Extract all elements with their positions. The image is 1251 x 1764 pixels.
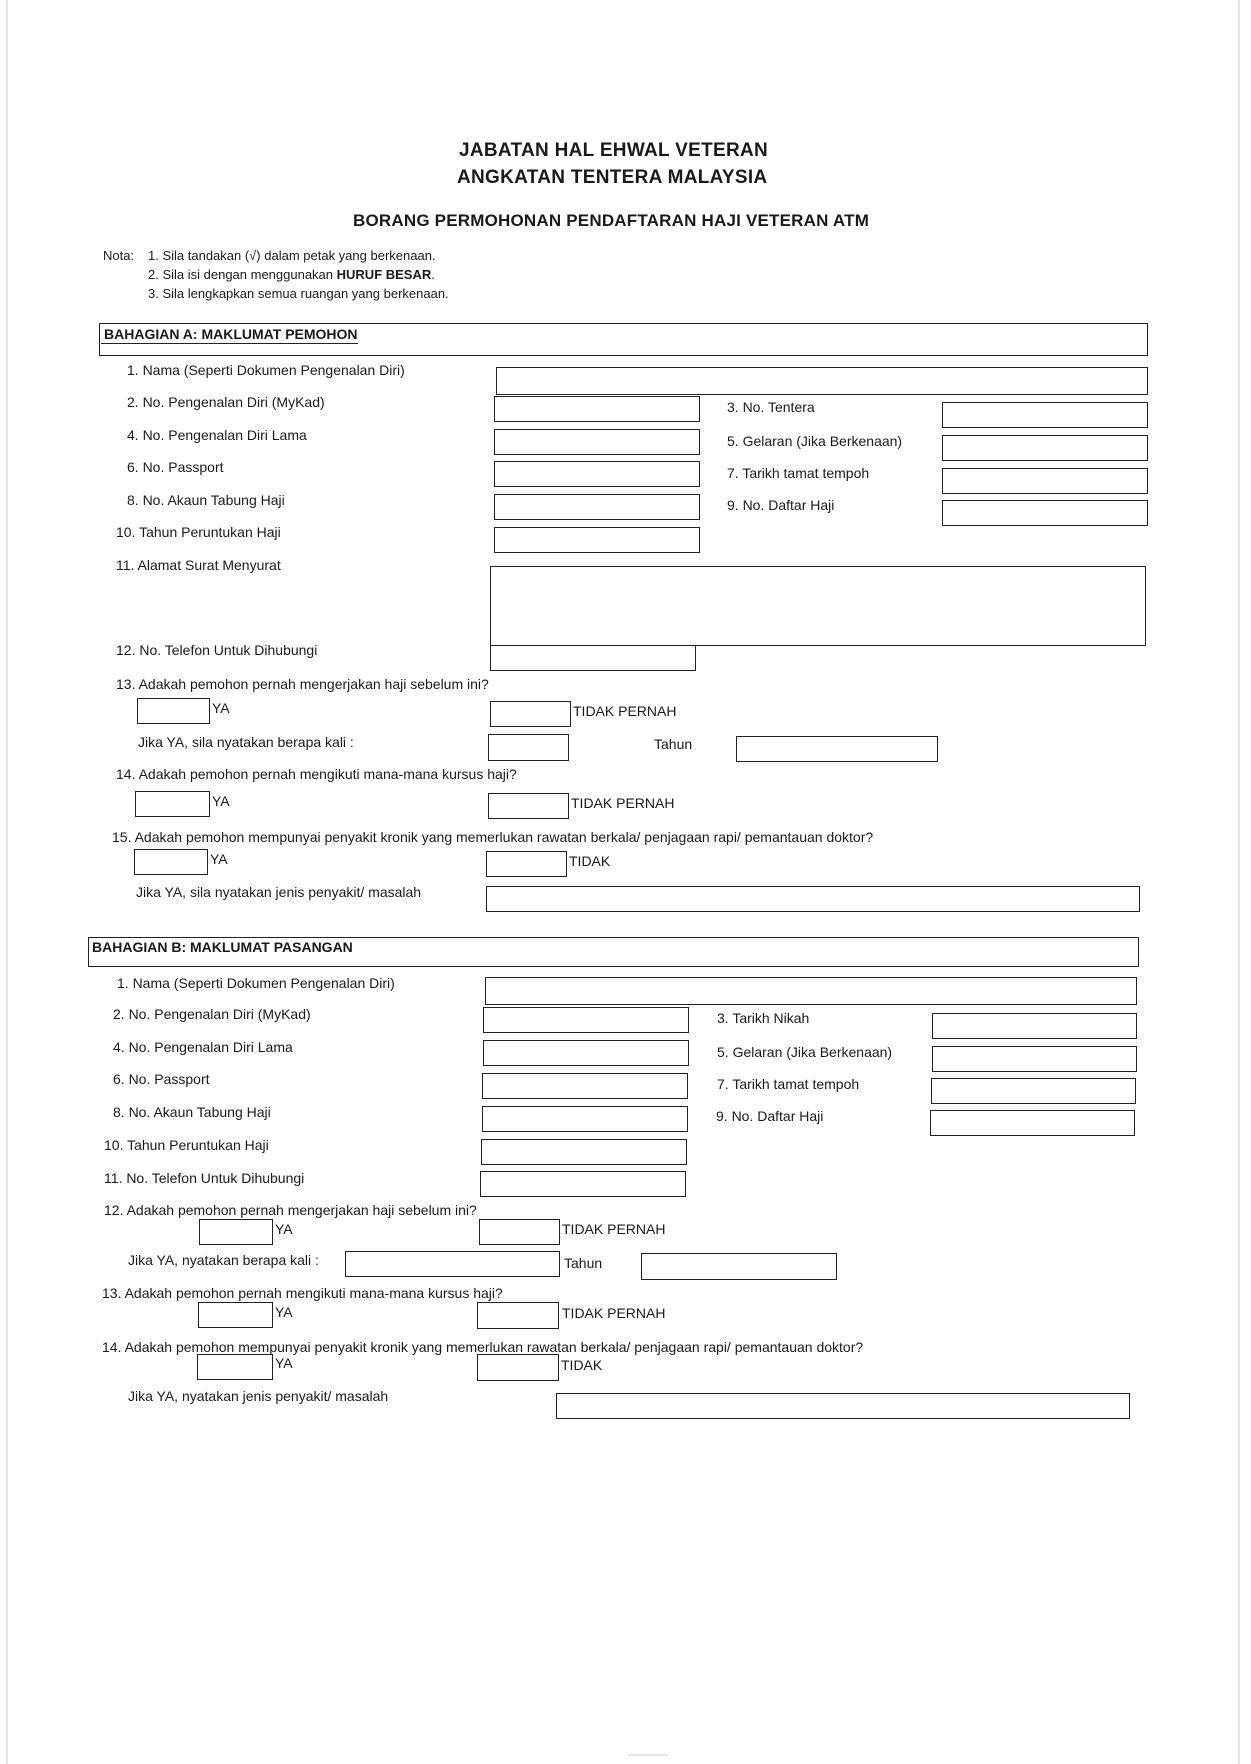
a-no-tentera-field[interactable] [942, 402, 1148, 428]
b-f1-label: 1. Nama (Seperti Dokumen Pengenalan Diri) [117, 975, 395, 991]
a-q13-jika-label: Jika YA, sila nyatakan berapa kali : [138, 734, 354, 750]
b-f6-label: 6. No. Passport [113, 1071, 210, 1087]
section-b-title: BAHAGIAN B: MAKLUMAT PASANGAN [92, 939, 353, 955]
b-tahun-peruntukan-field[interactable] [481, 1139, 687, 1165]
a-q13-ya-checkbox[interactable] [137, 698, 210, 724]
nota-label: Nota: [103, 248, 135, 263]
form-title: BORANG PERMOHONAN PENDAFTARAN HAJI VETERAN ATM [353, 211, 870, 230]
a-q15-label: 15. Adakah pemohon mempunyai penyakit kronik yang memerlukan rawatan berkala/ penjagaan rapi/ pemantauan doktor? [112, 829, 874, 845]
b-q12-label: 12. Adakah pemohon pernah mengerjakan haji sebelum ini? [104, 1202, 477, 1218]
a-q13-tidak-checkbox[interactable] [490, 701, 571, 727]
a-ic-lama-field[interactable] [494, 429, 700, 455]
a-nama-field[interactable] [496, 367, 1148, 395]
org-title-line2: ANGKATAN TENTERA MALAYSIA [457, 167, 768, 188]
a-q15-ya-checkbox[interactable] [134, 849, 208, 875]
b-mykad-field[interactable] [483, 1007, 689, 1033]
a-q13-ya-label: YA [212, 700, 230, 716]
b-f11-label: 11. No. Telefon Untuk Dihubungi [104, 1170, 305, 1186]
a-q15-ya-label: YA [210, 851, 228, 867]
scan-mark-bottom [628, 1754, 668, 1756]
a-f11-label: 11. Alamat Surat Menyurat [116, 557, 281, 573]
a-mykad-field[interactable] [494, 396, 700, 422]
a-f6-label: 6. No. Passport [127, 459, 224, 475]
scan-edge-right [1238, 0, 1240, 1764]
a-tarikh-tamat-field[interactable] [942, 468, 1148, 494]
scan-edge-left [6, 0, 8, 1764]
org-title-line1: JABATAN HAL EHWAL VETERAN [459, 140, 769, 161]
a-f7-label: 7. Tarikh tamat tempoh [727, 465, 870, 481]
a-q15-penyakit-field[interactable] [486, 886, 1140, 912]
b-q14-tidak-label: TIDAK [561, 1357, 603, 1373]
a-f5-label: 5. Gelaran (Jika Berkenaan) [727, 433, 903, 449]
b-q14-jika-label: Jika YA, nyatakan jenis penyakit/ masalah [128, 1388, 389, 1404]
a-alamat-field[interactable] [490, 566, 1146, 646]
nota-huruf-besar: HURUF BESAR [336, 267, 432, 282]
nota-item-3: 3. Sila lengkapkan semua ruangan yang berkenaan. [148, 286, 449, 301]
a-q13-tahun-label: Tahun [654, 736, 693, 752]
a-f4-label: 4. No. Pengenalan Diri Lama [127, 427, 307, 443]
a-telefon-field[interactable] [490, 645, 696, 671]
b-telefon-field[interactable] [480, 1171, 686, 1197]
b-tarikh-tamat-field[interactable] [931, 1078, 1136, 1104]
a-q13-label: 13. Adakah pemohon pernah mengerjakan haji sebelum ini? [116, 676, 489, 692]
b-f9-label: 9. No. Daftar Haji [716, 1108, 824, 1124]
a-f10-label: 10. Tahun Peruntukan Haji [116, 524, 281, 540]
b-q12-tidak-label: TIDAK PERNAH [562, 1221, 666, 1237]
a-f3-label: 3. No. Tentera [727, 399, 815, 415]
b-q14-penyakit-field[interactable] [556, 1393, 1130, 1419]
a-passport-field[interactable] [494, 461, 700, 487]
b-q12-ya-label: YA [275, 1221, 293, 1237]
b-q13-ya-checkbox[interactable] [198, 1302, 273, 1328]
a-q15-tidak-checkbox[interactable] [486, 851, 567, 877]
nota-item-2: 2. Sila isi dengan menggunakan HURUF BESAR. [148, 267, 435, 282]
b-q14-tidak-checkbox[interactable] [477, 1354, 559, 1381]
b-q12-ya-checkbox[interactable] [199, 1219, 273, 1245]
b-tarikh-nikah-field[interactable] [932, 1013, 1137, 1039]
b-q13-tidak-checkbox[interactable] [477, 1302, 559, 1329]
a-q13-tahun-field[interactable] [736, 736, 938, 762]
b-q12-tahun-label: Tahun [564, 1255, 603, 1271]
b-passport-field[interactable] [482, 1073, 688, 1099]
a-akaun-th-field[interactable] [494, 494, 700, 520]
a-f2-label: 2. No. Pengenalan Diri (MyKad) [127, 394, 325, 410]
b-q13-label: 13. Adakah pemohon pernah mengikuti mana-mana kursus haji? [102, 1285, 503, 1301]
a-q14-ya-checkbox[interactable] [135, 791, 210, 817]
a-f9-label: 9. No. Daftar Haji [727, 497, 835, 513]
b-f10-label: 10. Tahun Peruntukan Haji [104, 1137, 269, 1153]
a-q14-label: 14. Adakah pemohon pernah mengikuti mana-mana kursus haji? [116, 766, 517, 782]
b-f2-label: 2. No. Pengenalan Diri (MyKad) [113, 1006, 311, 1022]
b-q14-ya-checkbox[interactable] [197, 1354, 273, 1380]
b-f4-label: 4. No. Pengenalan Diri Lama [113, 1039, 293, 1055]
a-daftar-haji-field[interactable] [942, 500, 1148, 526]
a-q13-berapa-kali-field[interactable] [488, 734, 569, 761]
b-f7-label: 7. Tarikh tamat tempoh [717, 1076, 860, 1092]
a-q14-tidak-checkbox[interactable] [488, 793, 569, 819]
b-f3-label: 3. Tarikh Nikah [717, 1010, 810, 1026]
a-gelaran-field[interactable] [942, 435, 1148, 461]
b-q12-jika-label: Jika YA, nyatakan berapa kali : [128, 1252, 319, 1268]
b-gelaran-field[interactable] [932, 1046, 1137, 1072]
b-f8-label: 8. No. Akaun Tabung Haji [113, 1104, 271, 1120]
a-q14-ya-label: YA [212, 793, 230, 809]
b-q12-berapa-kali-field[interactable] [345, 1251, 560, 1277]
b-nama-field[interactable] [485, 977, 1137, 1005]
a-q13-tidak-label: TIDAK PERNAH [573, 703, 677, 719]
b-q14-ya-label: YA [275, 1355, 293, 1371]
a-f8-label: 8. No. Akaun Tabung Haji [127, 492, 285, 508]
section-a-title: BAHAGIAN A: MAKLUMAT PEMOHON [101, 325, 358, 344]
b-ic-lama-field[interactable] [483, 1040, 689, 1066]
nota-item-1: 1. Sila tandakan (√) dalam petak yang berkenaan. [148, 248, 436, 263]
b-q14-label: 14. Adakah pemohon mempunyai penyakit kronik yang memerlukan rawatan berkala/ penjagaan rapi/ pemantauan doktor? [102, 1339, 864, 1355]
a-tahun-peruntukan-field[interactable] [494, 527, 700, 553]
a-q15-tidak-label: TIDAK [569, 853, 611, 869]
b-akaun-th-field[interactable] [482, 1106, 688, 1132]
b-q13-ya-label: YA [275, 1304, 293, 1320]
a-q14-tidak-label: TIDAK PERNAH [571, 795, 675, 811]
b-q12-tahun-field[interactable] [641, 1253, 837, 1280]
b-f5-label: 5. Gelaran (Jika Berkenaan) [717, 1044, 893, 1060]
b-daftar-haji-field[interactable] [930, 1110, 1135, 1136]
a-f12-label: 12. No. Telefon Untuk Dihubungi [116, 642, 318, 658]
b-q13-tidak-label: TIDAK PERNAH [562, 1305, 666, 1321]
b-q12-tidak-checkbox[interactable] [479, 1219, 560, 1245]
a-q15-jika-label: Jika YA, sila nyatakan jenis penyakit/ masalah [136, 884, 422, 900]
a-f1-label: 1. Nama (Seperti Dokumen Pengenalan Diri) [127, 362, 405, 378]
